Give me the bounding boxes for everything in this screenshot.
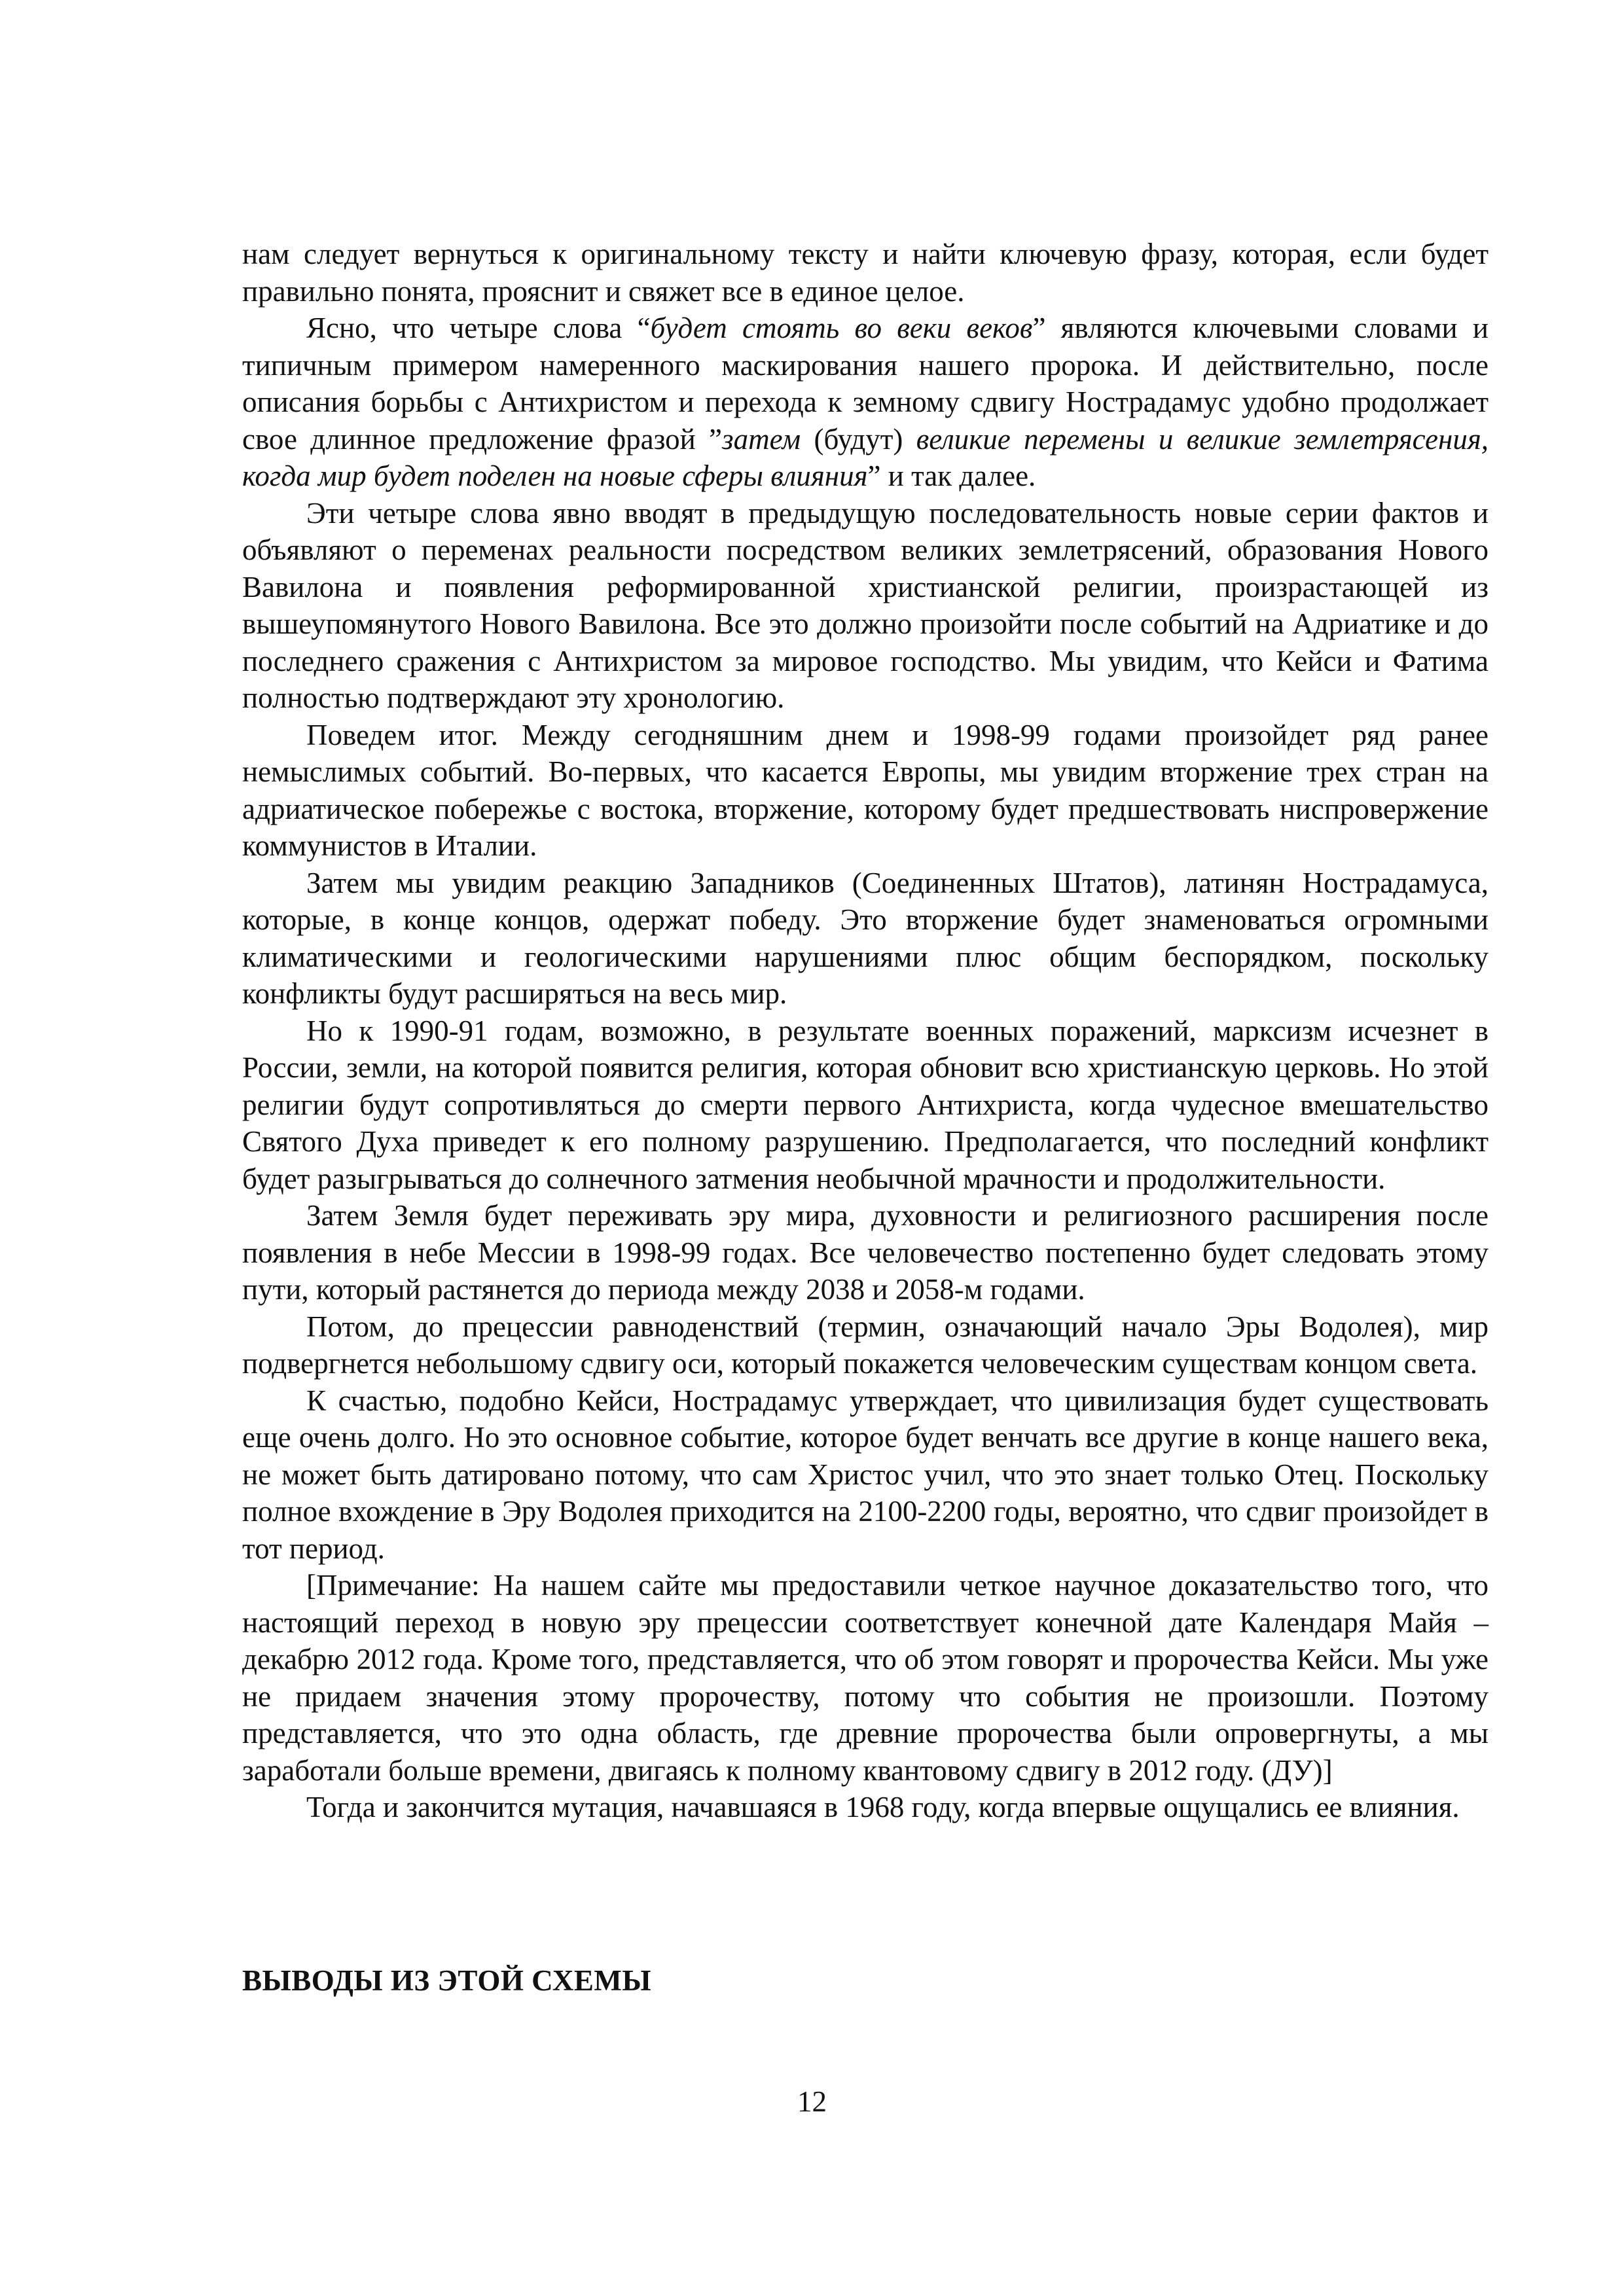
document-body <box>242 236 1489 1826</box>
paragraph: Эти четыре слова явно вводят в предыдущую последовательность новые серии фактов и объявляют о переменах реальности посредством великих землетрясений, образования Нового Вавилона и появления реформированной христианской религии, произрастающей из вышеупомянутого Нового Вавилона. Все это должно произойти после событий на Адриатике и до последнего сражения с Антихристом за мировое господство. Мы увидим, что Кейси и Фатима полностью подтверждают эту хронологию. <box>242 496 1489 714</box>
paragraph-continuation: нам следует вернуться к оригинальному тексту и найти ключевую фразу, которая, если будет правильно понята, прояснит и свяжет все в единое целое. <box>242 238 1489 308</box>
quote-italic: затем <box>722 422 801 456</box>
paragraph: Затем мы увидим реакцию Западников (Соединенных Штатов), латинян Нострадамуса, которые, в конце концов, одержат победу. Это вторжение будет знаменоваться огромными климатическими и геологическими нарушениями плюс общим беспорядком, поскольку конфликты будут расширяться на весь мир. <box>242 866 1489 1010</box>
paragraph: Тогда и закончится мутация, начавшаяся в 1968 году, когда впервые ощущались ее влияния. <box>306 1791 1460 1823</box>
page-number: 12 <box>797 2085 827 2118</box>
paragraph: К счастью, подобно Кейси, Нострадамус утверждает, что цивилизация будет существовать еще очень долго. Но это основное событие, которое будет венчать все другие в конце нашего века, не может быть датировано потому, что сам Христос учил, что это знает только Отец. Поскольку полное вхождение в Эру Водолея приходится на 2100-2200 годы, вероятно, что сдвиг произойдет в тот период. <box>242 1384 1489 1565</box>
paragraph: Поведем итог. Между сегодняшним днем и 1998-99 годами произойдет ряд ранее немыслимых событий. Во-первых, что касается Европы, мы увидим вторжение трех стран на адриатическое побережье с востока, вторжение, которому будет предшествовать ниспровержение коммунистов в Италии. <box>242 718 1489 862</box>
text-run: ” являются ключевыми словами и типичным примером намеренного маскирования нашего пророка. И действительно, после описания борьбы с Антихристом и перехода к земному сдвигу Нострадамус удобно продолжает свое длинное предложение фразой ” <box>242 312 1489 456</box>
quote-italic: великие перемены и великие землетрясения, когда мир будет поделен на новые сферы влияния <box>242 422 1489 492</box>
text-run: ” и так далее. <box>867 459 1036 492</box>
section-heading: ВЫВОДЫ ИЗ ЭТОЙ СХЕМЫ <box>242 1964 652 1997</box>
paragraph: Но к 1990-91 годам, возможно, в результате военных поражений, марксизм исчезнет в России, земли, на которой появится религия, которая обновит всю христианскую церковь. Но этой религии будут сопротивляться до смерти первого Антихриста, когда чудесное вмешательство Святого Духа приведет к его полному разрушению. Предполагается, что последний конфликт будет разыгрываться до солнечного затмения необычной мрачности и продолжительности. <box>242 1014 1489 1195</box>
text-run: Ясно, что четыре слова “ <box>306 312 651 344</box>
paragraph: Затем Земля будет переживать эру мира, духовности и религиозного расширения после появления в небе Мессии в 1998-99 годах. Все человечество постепенно будет следовать этому пути, который растянется до периода между 2038 и 2058-м годами. <box>242 1199 1489 1306</box>
paragraph: Потом, до прецессии равноденствий (термин, означающий начало Эры Водолея), мир подвергнется небольшому сдвигу оси, который покажется человеческим существам концом света. <box>242 1310 1489 1380</box>
quote-italic: будет стоять во веки веков <box>650 312 1033 344</box>
paragraph-key-words <box>242 310 1489 495</box>
text-run: (будут) <box>801 422 916 456</box>
paragraph-note: [Примечание: На нашем сайте мы предоставили четкое научное доказательство того, что настоящий переход в новую эру прецессии соответствует конечной дате Календаря Майя – декабрю 2012 года. Кроме того, представляется, что об этом говорят и пророчества Кейси. Мы уже не придаем значения этому пророчеству, потому что события не произошли. Поэтому представляется, что это одна область, где древние пророчества были опровергнуты, а мы заработали больше времени, двигаясь к полному квантовому сдвигу в 2012 году. (ДУ)] <box>242 1569 1489 1787</box>
